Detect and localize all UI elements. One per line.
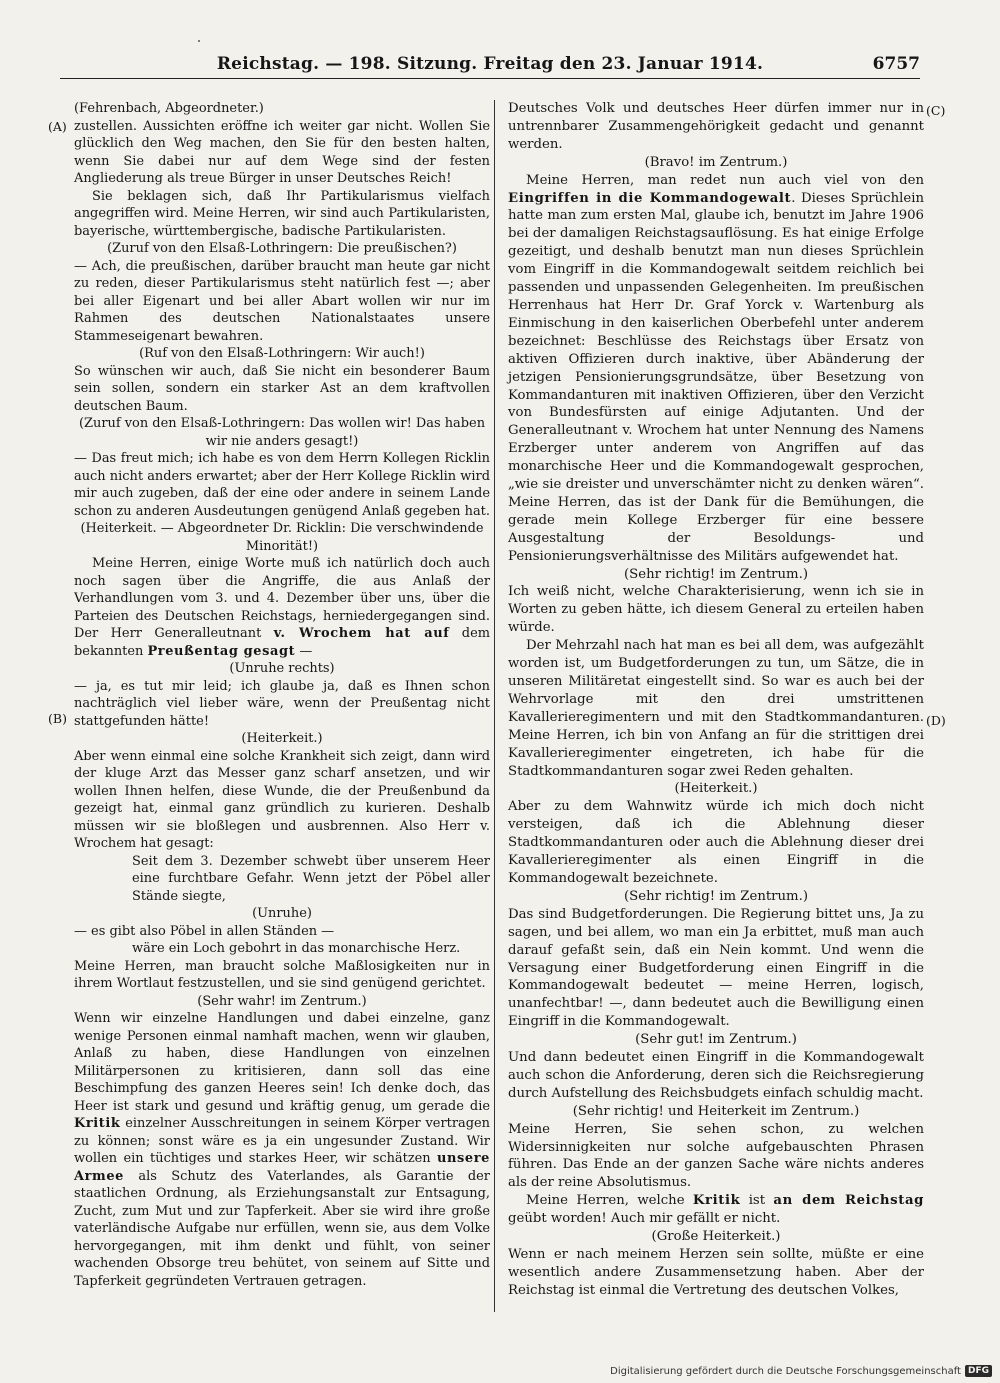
interjection: (Sehr gut! im Zentrum.) xyxy=(635,1032,797,1048)
interjection: (Bravo! im Zentrum.) xyxy=(644,154,788,170)
speaker-label: (Fehrenbach, Abgeordneter.) xyxy=(74,101,264,116)
running-title: Reichstag. — 198. Sitzung. Freitag den 23. Januar 1914. xyxy=(216,54,764,74)
paragraph: Wenn er nach meinem Herzen sein sollte, müßte er eine wesentlich andere Zusammensetzung haben. Aber der Reichstag ist einmal die Vertretung des deutschen Volkes, xyxy=(508,1247,924,1298)
margin-marker-b: (B) xyxy=(48,711,67,726)
interjection: (Zuruf von den Elsaß-Lothringern: Das wollen wir! Das haben wir nie anders gesagt!) xyxy=(78,416,486,449)
paragraph: — Ach, die preußischen, darüber braucht man heute gar nicht zu reden, dieser Partikularismus steht natürlich fest —; aber bei aller Eigenart und bei aller Abart wollen wir nur im Rahmen des deutschen Nationalstaates unsere Stammeseigenart bewahren. xyxy=(74,258,490,344)
interjection: (Sehr wahr! im Zentrum.) xyxy=(197,993,367,1009)
paragraph: — es gibt also Pöbel in allen Ständen — xyxy=(74,923,335,939)
paragraph: wäre ein Loch gebohrt in das monarchische Herz. xyxy=(132,941,461,956)
paragraph: Das sind Budgetforderungen. Die Regierung bittet uns, Ja zu sagen, und bei allem, wo man ein Ja erbittet, muß man auch darauf gefaßt sein, daß ein Nein kommt. Und wenn die Versagung einer Budgetforderung einen Eingriff in die Kommandogewalt bedeutet — meine Herren, logisch, unanfechtbar! —, dann bedeutet auch die Bewilligung einen Eingriff in die Kommandogewalt. xyxy=(508,906,924,1030)
paragraph: — Das freut mich; ich habe es von dem Herrn Kollegen Ricklin auch nicht anders erwartet; aber der Herr Kollege Ricklin wird mir auch zugeben, daß der eine oder andere in seinem Lande schon zu anderen Ausdeutungen genügend Anlaß gegeben hat. xyxy=(74,451,490,519)
dfg-logo-icon: DFG xyxy=(965,1365,992,1377)
interjection: (Unruhe rechts) xyxy=(229,661,335,676)
interjection: (Zuruf von den Elsaß-Lothringern: Die preußischen?) xyxy=(107,241,457,256)
paragraph: Meine Herren, man braucht solche Maßlosigkeiten nur in ihrem Wortlaut festzustellen, und sie sind genügend gerichtet. xyxy=(74,958,490,991)
page-number: 6757 xyxy=(872,54,920,74)
paragraph: Meine Herren, man redet nun auch viel von den Eingriffen in die Kommandogewalt. Dieses Sprüchlein hatte man zum ersten Mal, glaube ich, benutzt im Jahre 1906 bei der damaligen Reichstagsauflösung. Es hat einige Erfolge gezeitigt, und deshalb benutzt man nun dieses Sprüchlein vom Eingriff in die Kommandogewalt seitdem reichlich bei passenden und unpassenden Gelegenheiten. Im preußischen Herrenhaus hat Herr Dr. Graf Yorck v. Wartenburg als Einmischung in den kaiserlichen Oberbefehl unter anderem bezeichnet: Beschlüsse des Reichstags über Ersatz von aktiven Offizieren durch inaktive, über Abänderung der jetzigen Pensionierungsgrundsätze, über Besetzung von Kommandanturen mit inaktiven Offizieren, über den Verzicht von Bundesfürsten auf einige Adjutanten. Und der Generalleutnant v. Wrochem hat unter Nennung des Namens Erzberger unter anderem von Angriffen auf das monarchische Heer und die Kommandogewalt gesprochen, „wie sie dreister und unverschämter nicht zu denken wären“. Meine Herren, das ist der Dank für die Bemühungen, die gerade mein Kollege Erzberger für eine bessere Ausgestaltung der Besoldungs- und Pensionierungsverhältnisse des Militärs aufgewendet hat. xyxy=(508,172,924,564)
interjection: (Sehr richtig! und Heiterkeit im Zentrum.) xyxy=(572,1103,860,1119)
paragraph: zustellen. Aussichten eröffne ich weiter gar nicht. Wollen Sie glücklich den Weg machen, den Sie für den besten halten, wenn Sie dabei nur auf dem Wege sind der festen Angliederung als treue Bürger in unser Deutsches Reich! xyxy=(74,118,490,186)
paragraph: Ich weiß nicht, welche Charakterisierung, wenn ich sie in Worten zu geben hätte, ich diesem General zu erteilen haben würde. xyxy=(508,584,924,636)
paragraph: Und dann bedeutet einen Eingriff in die Kommandogewalt auch schon die Anforderung, deren sich die Reichsregierung durch Aufstellung des Reichsbudgets einfach schuldig macht. xyxy=(508,1050,924,1101)
margin-marker-a: (A) xyxy=(48,119,67,134)
margin-marker-d: (D) xyxy=(926,713,946,728)
paragraph: Aber wenn einmal eine solche Krankheit sich zeigt, dann wird der kluge Arzt das Messer ganz scharf ansetzen, und wir wollen Ihnen helfen, diese Wunde, die der Preußenbund da gezeigt hat, einmal ganz gründlich zu kurieren. Deshalb müssen wir sie bloßlegen und ausbrennen. Also Herr v. Wrochem hat gesagt: xyxy=(74,748,490,851)
scan-speck xyxy=(198,40,200,42)
column-rule xyxy=(494,100,495,1312)
interjection: (Ruf von den Elsaß-Lothringern: Wir auch!) xyxy=(139,346,425,361)
interjection: (Große Heiterkeit.) xyxy=(651,1229,781,1245)
paragraph: Seit dem 3. Dezember schwebt über unserem Heer eine furchtbare Gefahr. Wenn jetzt der Pöbel aller Stände siegte, xyxy=(132,853,490,904)
paragraph: Der Mehrzahl nach hat man es bei all dem, was aufgezählt worden ist, um Budgetforderungen zu tun, um Sätze, die in unseren Militäretat eingestellt sind. So war es auch bei der Wehrvorlage mit den drei umstrittenen Kavallerieregimentern und mit den Stadtkommandanturen. Meine Herren, ich bin von Anfang an für die strittigen drei Kavallerieregimenter eingetreten, ich habe für die Stadtkommandanturen sogar zwei Reden gehalten. xyxy=(508,638,924,779)
paragraph: So wünschen wir auch, daß Sie nicht ein besonderer Baum sein sollen, sondern ein starker Ast an dem kraftvollen deutschen Baum. xyxy=(74,363,490,414)
interjection: (Heiterkeit. — Abgeordneter Dr. Ricklin: Die verschwindende Minorität!) xyxy=(80,521,484,554)
paragraph: Meine Herren, welche Kritik ist an dem Reichstag geübt worden! Auch mir gefällt er nicht. xyxy=(508,1193,924,1227)
interjection: (Heiterkeit.) xyxy=(674,781,758,797)
paragraph: Meine Herren, Sie sehen schon, zu welchen Widersinnigkeiten nur solche aufgebauschten Phrasen führen. Das Ende an der ganzen Sache wäre nichts anderes als der reine Absolutismus. xyxy=(508,1121,924,1191)
digitization-credit xyxy=(610,1365,992,1377)
credit-text: Digitalisierung gefördert durch die Deutsche Forschungsgemeinschaft xyxy=(610,1365,961,1377)
running-header xyxy=(60,52,920,79)
interjection: (Unruhe) xyxy=(252,906,312,921)
paragraph: Deutsches Volk und deutsches Heer dürfen immer nur in untrennbarer Zusammengehörigkeit gedacht und genannt werden. xyxy=(508,101,924,152)
left-column xyxy=(74,100,490,1290)
margin-marker-c: (C) xyxy=(926,103,946,118)
paragraph: Meine Herren, einige Worte muß ich natürlich doch auch noch sagen über die Angriffe, die aus Anlaß der Verhandlungen vom 3. und 4. Dezember über uns, über die Parteien des Deutschen Reichstags, herniedergegangen sind. Der Herr Generalleutnant v. Wrochem hat auf dem bekannten Preußentag gesagt — xyxy=(74,556,490,659)
interjection: (Heiterkeit.) xyxy=(241,731,323,746)
paragraph: — ja, es tut mir leid; ich glaube ja, daß es Ihnen schon nachträglich viel lieber wäre, wenn der Preußentag nicht stattgefunden hätte! xyxy=(74,678,490,729)
interjection: (Sehr richtig! im Zentrum.) xyxy=(623,888,808,904)
right-column xyxy=(508,100,924,1300)
paragraph: Wenn wir einzelne Handlungen und dabei einzelne, ganz wenige Personen einmal namhaft machen, wenn wir glauben, Anlaß zu haben, diese Handlungen von einzelnen Militärpersonen zu kritisieren, dann soll das eine Beschimpfung des ganzen Heeres sein! Ich denke doch, das Heer ist stark und gesund und kräftig genug, um gerade die Kritik einzelner Ausschreitungen in seinem Körper vertragen zu können; sonst wäre es ja ein ungesunder Zustand. Wir wollen ein tüchtiges und starkes Heer, wir schätzen unsere Armee als Schutz des Vaterlandes, als Garantie der staatlichen Ordnung, als Erziehungsanstalt zur Entsagung, Zucht, zum Mut und zur Tapferkeit. Aber sie wird ihre große vaterländische Aufgabe nur erfüllen, wenn sie, aus dem Volke hervorgegangen, mit ihm denkt und fühlt, von seiner wachenden Obsorge treu behütet, von seinem auf Sitte und Tapferkeit gegründeten Vertrauen getragen. xyxy=(74,1011,490,1289)
paragraph: Sie beklagen sich, daß Ihr Partikularismus vielfach angegriffen wird. Meine Herren, wir sind auch Partikularisten, bayerische, württembergische, badische Partikularisten. xyxy=(74,188,490,239)
paragraph: Aber zu dem Wahnwitz würde ich mich doch nicht versteigen, daß ich die Ablehnung dieser Stadtkommandanturen oder auch die Ablehnung dieser drei Kavallerieregimenter als einen Eingriff in die Kommandogewalt bezeichnete. xyxy=(508,799,924,886)
interjection: (Sehr richtig! im Zentrum.) xyxy=(623,566,808,582)
